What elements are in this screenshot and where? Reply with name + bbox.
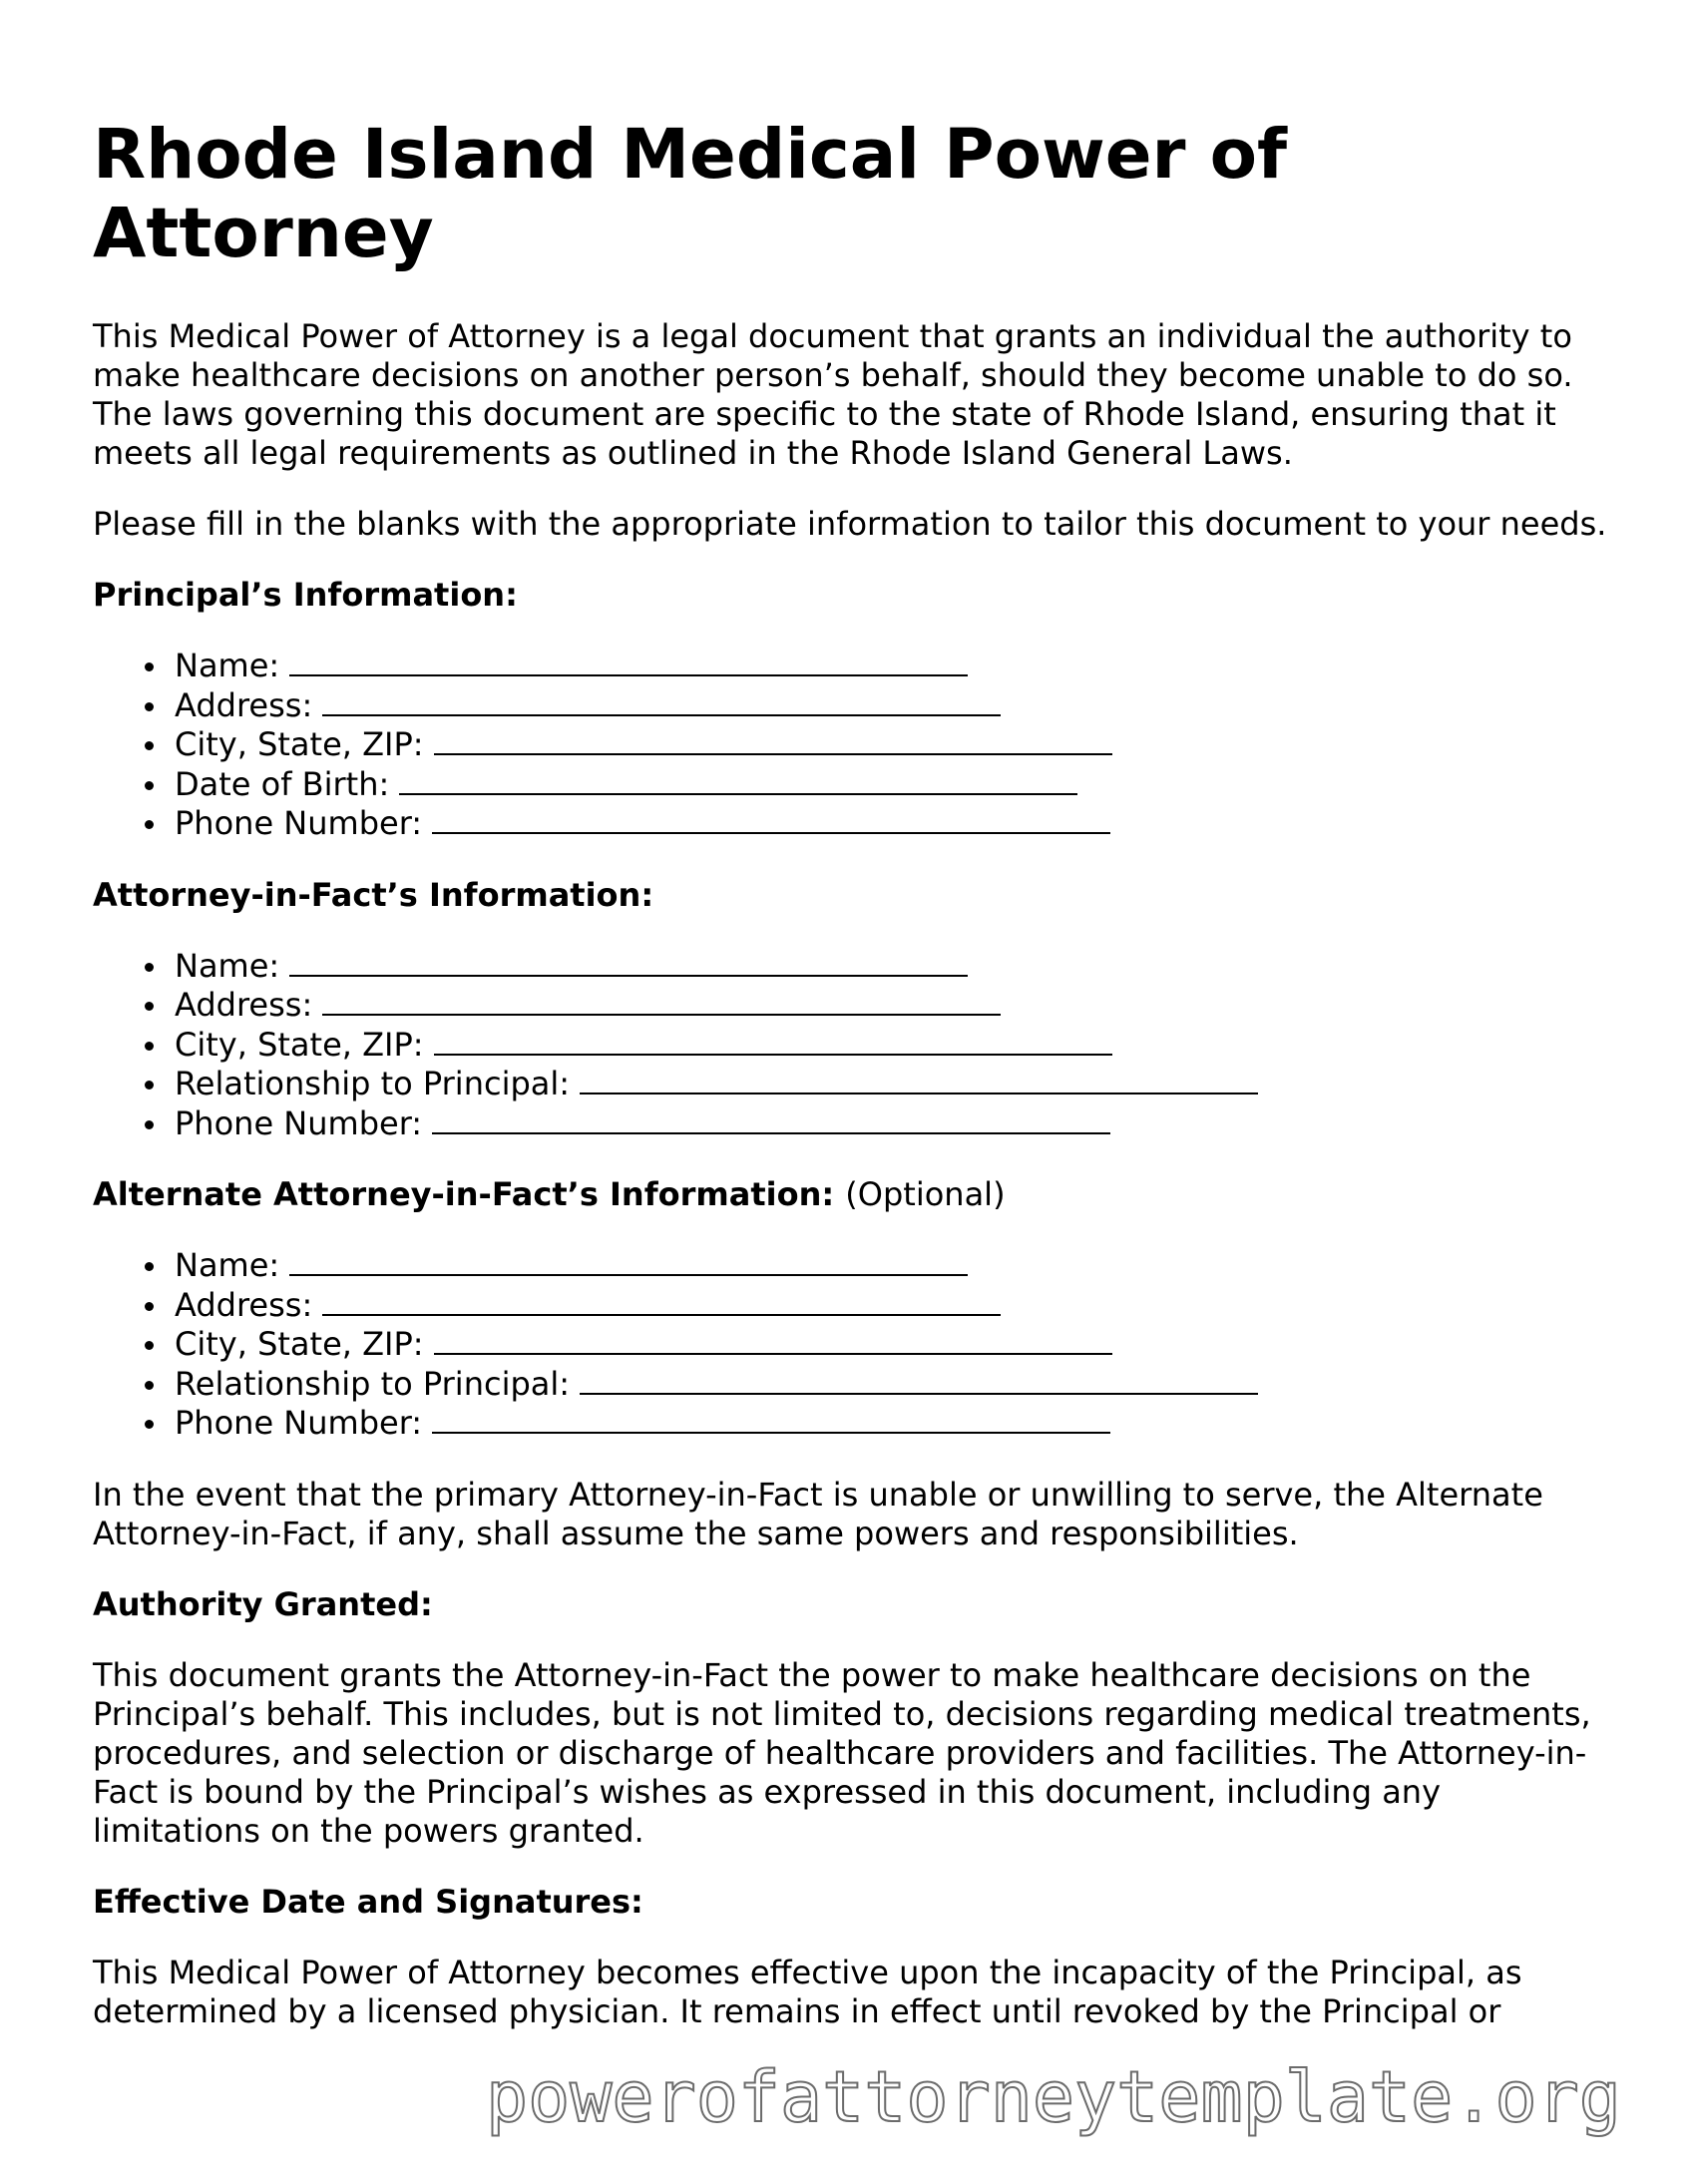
field-label: Address:: [175, 986, 313, 1024]
alternate-address-blank[interactable]: [322, 1286, 1001, 1316]
alternate-note: In the event that the primary Attorney-in-Fact is unable or unwilling to serve, the Alternate Attorney-in-Fact, if any, shall assume the same powers and responsibilities.: [93, 1475, 1543, 1552]
principal-phone-field: [175, 804, 1609, 844]
principal-dob-blank[interactable]: [399, 765, 1077, 795]
field-label: Address:: [175, 685, 313, 724]
document-title: Rhode Island Medical Power of Attorney: [93, 115, 1287, 273]
site-watermark: powerofattorneytemplate.org: [486, 2056, 1621, 2138]
attorney-address-field: [175, 986, 1609, 1026]
field-label: Date of Birth:: [175, 764, 390, 803]
principal-address-field: [175, 686, 1609, 726]
authority-heading: Authority Granted:: [93, 1584, 433, 1623]
principal-dob-field: [175, 765, 1609, 805]
intro-paragraph: This Medical Power of Attorney is a legal document that grants an individual the authority to make healthcare decisions on another person’s behalf, should they become unable to do so. The laws governing this document are specific to the state of Rhode Island, ensuring that it meets all legal requirements as outlined in the Rhode Island General Laws.: [93, 317, 1573, 472]
attorney-phone-field: [175, 1104, 1609, 1144]
alternate-relationship-field: [175, 1365, 1609, 1405]
document-page: [93, 116, 1609, 2063]
principal-name-field: [175, 647, 1609, 686]
attorney-address-blank[interactable]: [322, 986, 1001, 1016]
principal-address-blank[interactable]: [322, 686, 1001, 716]
effective-heading: Effective Date and Signatures:: [93, 1882, 643, 1921]
field-label: Relationship to Principal:: [175, 1364, 571, 1403]
alternate-phone-field: [175, 1404, 1609, 1444]
optional-label: (Optional): [845, 1175, 1006, 1213]
field-label: City, State, ZIP:: [175, 1025, 424, 1064]
field-label: Phone Number:: [175, 1404, 423, 1442]
attorney-heading: Attorney-in-Fact’s Information:: [93, 875, 654, 914]
attorney-name-blank[interactable]: [289, 947, 968, 977]
authority-paragraph: This document grants the Attorney-in-Fact the power to make healthcare decisions on the Principal’s behalf. This includes, but is not limited to, decisions regarding medical treatments, procedures, and selection or discharge of healthcare providers and facilities. The Attorney-in-Fact is bound by the Principal’s wishes as expressed in this document, including any limitations on the powers granted.: [93, 1655, 1591, 1850]
attorney-relationship-field: [175, 1065, 1609, 1104]
alternate-relationship-blank[interactable]: [580, 1365, 1258, 1395]
alternate-fields: [93, 1246, 1609, 1444]
alternate-phone-blank[interactable]: [432, 1404, 1110, 1434]
alternate-heading: [93, 1175, 1609, 1214]
alternate-name-blank[interactable]: [289, 1246, 968, 1276]
principal-phone-blank[interactable]: [432, 804, 1110, 834]
attorney-name-field: [175, 947, 1609, 987]
alternate-city-field: [175, 1325, 1609, 1365]
alternate-address-field: [175, 1286, 1609, 1326]
field-label: Name:: [175, 647, 280, 684]
principal-city-blank[interactable]: [434, 725, 1112, 755]
attorney-fields: [93, 947, 1609, 1144]
field-label: Phone Number:: [175, 804, 423, 842]
field-label: Name:: [175, 946, 280, 985]
field-label: Address:: [175, 1285, 313, 1324]
field-label: City, State, ZIP:: [175, 1325, 424, 1363]
principal-name-blank[interactable]: [289, 647, 968, 676]
alternate-name-field: [175, 1246, 1609, 1286]
alternate-city-blank[interactable]: [434, 1325, 1112, 1355]
principal-heading: Principal’s Information:: [93, 576, 518, 614]
principal-city-field: [175, 725, 1609, 765]
attorney-phone-blank[interactable]: [432, 1104, 1110, 1134]
instructions-paragraph: Please fill in the blanks with the appropriate information to tailor this document to your needs.: [93, 505, 1607, 543]
attorney-relationship-blank[interactable]: [580, 1065, 1258, 1094]
field-label: Name:: [175, 1246, 280, 1284]
principal-fields: [93, 647, 1609, 844]
attorney-city-field: [175, 1026, 1609, 1066]
field-label: Relationship to Principal:: [175, 1065, 571, 1102]
field-label: Phone Number:: [175, 1103, 423, 1142]
effective-paragraph: This Medical Power of Attorney becomes effective upon the incapacity of the Principal, as determined by a licensed physician. It remains in effect until revoked by the Principal or: [93, 1953, 1522, 2030]
field-label: City, State, ZIP:: [175, 725, 424, 763]
attorney-city-blank[interactable]: [434, 1026, 1112, 1056]
alternate-heading-text: Alternate Attorney-in-Fact’s Information:: [93, 1175, 835, 1213]
